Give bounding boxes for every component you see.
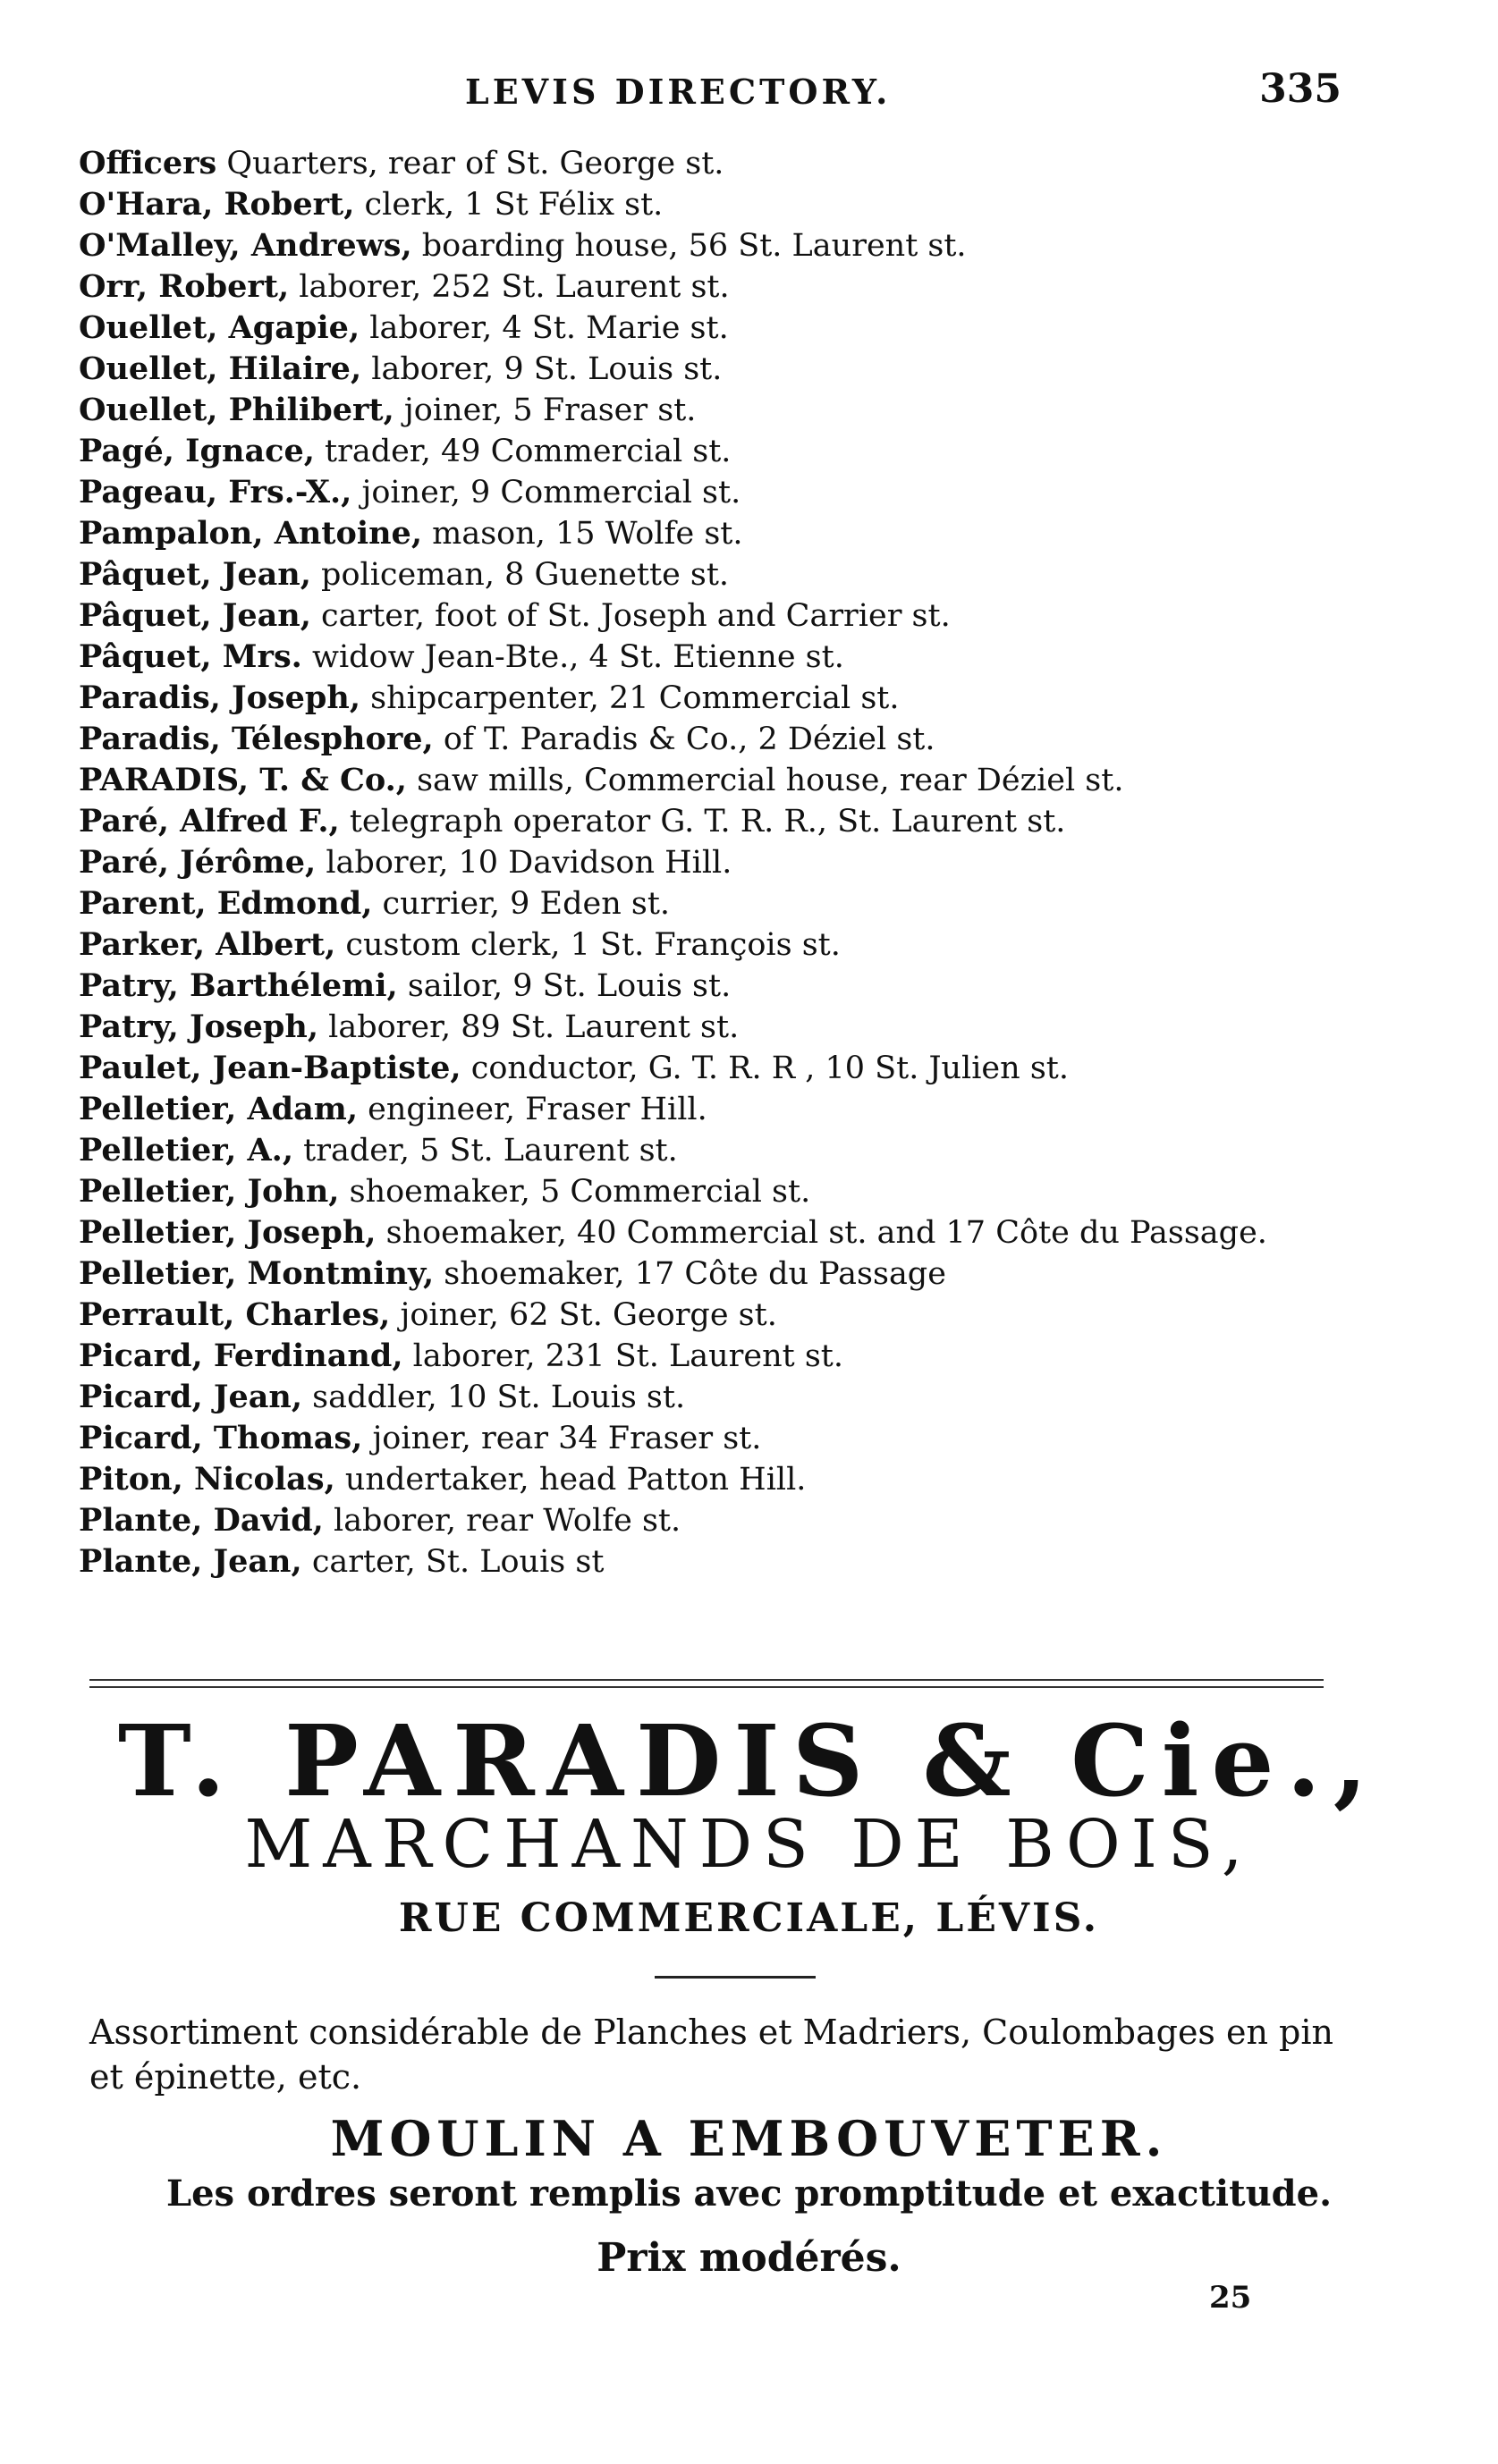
entry-name: Parker, Albert, <box>79 926 336 963</box>
entry-details: saw mills, Commercial house, rear Déziel st. <box>406 763 1124 798</box>
entry-name: Paré, Jérôme, <box>79 844 317 881</box>
entry-details: laborer, 9 St. Louis st. <box>361 351 723 387</box>
entry-name: Plante, David, <box>79 1502 324 1539</box>
entry-name: Pâquet, Jean, <box>79 556 311 593</box>
directory-entry <box>79 1336 1331 1377</box>
entry-name: Pâquet, Jean, <box>79 597 311 634</box>
directory-entry <box>79 1500 1331 1541</box>
entry-name: Picard, Jean, <box>79 1379 303 1415</box>
entry-details: undertaker, head Patton Hill. <box>334 1462 807 1498</box>
entry-details: custom clerk, 1 St. François st. <box>335 927 841 963</box>
directory-entry <box>79 719 1331 760</box>
ad-company-name: T. PARADIS & Cie., <box>117 1703 1381 1818</box>
entry-name: Ouellet, Philibert, <box>79 392 394 428</box>
ad-address: RUE COMMERCIALE, LÉVIS. <box>398 1895 1100 1941</box>
directory-entry <box>79 1377 1331 1418</box>
entry-name: Officers <box>79 145 217 181</box>
entry-details: shoemaker, 5 Commercial st. <box>339 1174 811 1210</box>
entry-name: O'Hara, Robert, <box>79 186 355 223</box>
entry-name: Pâquet, Mrs. <box>79 638 302 675</box>
page-header <box>72 66 1341 134</box>
directory-entry <box>79 637 1331 678</box>
entry-name: Pampalon, Antoine, <box>79 515 423 552</box>
entry-details: trader, 5 St. Laurent st. <box>293 1133 678 1169</box>
directory-entry <box>79 390 1331 431</box>
entry-details: carter, foot of St. Joseph and Carrier st. <box>310 598 951 634</box>
entry-details: of T. Paradis & Co., 2 Déziel st. <box>433 721 935 757</box>
directory-entry <box>79 225 1331 266</box>
directory-entry <box>79 1212 1331 1253</box>
entry-details: currier, 9 Eden st. <box>372 886 671 922</box>
entry-details: boarding house, 56 St. Laurent st. <box>411 228 967 264</box>
directory-entry <box>79 1459 1331 1500</box>
ad-description: Assortiment considérable de Planches et Madriers, Coulombages en pin et épinette, etc. <box>89 2013 1334 2097</box>
directory-entry <box>79 1418 1331 1459</box>
entry-name: Pelletier, Montminy, <box>79 1255 435 1292</box>
entry-name: Pelletier, Adam, <box>79 1091 359 1127</box>
entry-details: shipcarpenter, 21 Commercial st. <box>360 680 900 716</box>
entry-name: PARADIS, T. & Co., <box>79 762 407 798</box>
directory-entry <box>79 1007 1331 1048</box>
directory-entry <box>79 883 1331 924</box>
directory-entry <box>79 760 1331 801</box>
directory-entry <box>79 924 1331 966</box>
entry-details: joiner, 5 Fraser st. <box>394 392 697 428</box>
entry-details: joiner, rear 34 Fraser st. <box>362 1421 762 1456</box>
entry-details: telegraph operator G. T. R. R., St. Laurent st. <box>339 804 1066 840</box>
entry-details: shoemaker, 17 Côte du Passage <box>434 1256 946 1292</box>
directory-entry <box>79 143 1331 184</box>
directory-entry <box>79 431 1331 472</box>
short-rule-divider <box>655 1976 816 1979</box>
directory-entries <box>79 143 1331 1582</box>
entry-name: O'Malley, Andrews, <box>79 227 412 264</box>
entry-details: shoemaker, 40 Commercial st. and 17 Côte du Passage. <box>376 1215 1267 1251</box>
entry-details: laborer, rear Wolfe st. <box>323 1503 681 1539</box>
entry-name: Paradis, Joseph, <box>79 679 360 716</box>
directory-entry <box>79 1171 1331 1212</box>
directory-entry <box>79 349 1331 390</box>
entry-details: mason, 15 Wolfe st. <box>422 516 743 552</box>
entry-details: joiner, 62 St. George st. <box>390 1297 777 1333</box>
directory-entry <box>79 801 1331 842</box>
ad-trade: MARCHANDS DE BOIS, <box>244 1806 1254 1883</box>
entry-details: policeman, 8 Guenette st. <box>310 557 730 593</box>
entry-name: Pagé, Ignace, <box>79 433 315 469</box>
entry-name: Orr, Robert, <box>79 268 290 305</box>
entry-name: Pageau, Frs.-X., <box>79 474 352 511</box>
entry-details: conductor, G. T. R. R , 10 St. Julien st. <box>461 1051 1069 1086</box>
directory-entry <box>79 266 1331 308</box>
directory-entry <box>79 678 1331 719</box>
ad-prices: Prix modérés. <box>597 2235 901 2281</box>
entry-details: widow Jean-Bte., 4 St. Etienne st. <box>301 639 844 675</box>
directory-entry <box>79 513 1331 554</box>
entry-details: clerk, 1 St Félix st. <box>354 187 664 223</box>
entry-name: Paulet, Jean-Baptiste, <box>79 1050 461 1086</box>
directory-entry <box>79 1130 1331 1171</box>
entry-name: Patry, Barthélemi, <box>79 967 398 1004</box>
directory-entry <box>79 184 1331 225</box>
entry-details: laborer, 231 St. Laurent st. <box>402 1338 843 1374</box>
ad-mill: MOULIN A EMBOUVETER. <box>330 2110 1168 2167</box>
directory-entry <box>79 1089 1331 1130</box>
entry-name: Paré, Alfred F., <box>79 803 340 840</box>
directory-entry <box>79 308 1331 349</box>
directory-entry <box>79 554 1331 595</box>
entry-name: Picard, Thomas, <box>79 1420 363 1456</box>
directory-entry <box>79 1541 1331 1582</box>
entry-details: joiner, 9 Commercial st. <box>351 475 741 511</box>
entry-details: laborer, 10 Davidson Hill. <box>316 845 732 881</box>
entry-details: laborer, 89 St. Laurent st. <box>318 1009 740 1045</box>
entry-details: laborer, 252 St. Laurent st. <box>289 269 730 305</box>
entry-details: sailor, 9 St. Louis st. <box>397 968 732 1004</box>
entry-details: Quarters, rear of St. George st. <box>216 146 724 181</box>
entry-name: Plante, Jean, <box>79 1543 302 1580</box>
entry-name: Pelletier, Joseph, <box>79 1214 377 1251</box>
entry-details: trader, 49 Commercial st. <box>314 434 732 469</box>
directory-entry <box>79 472 1331 513</box>
entry-name: Ouellet, Agapie, <box>79 309 360 346</box>
entry-name: Picard, Ferdinand, <box>79 1337 403 1374</box>
running-title: LEVIS DIRECTORY. <box>465 72 892 112</box>
directory-entry <box>79 595 1331 637</box>
entry-details: engineer, Fraser Hill. <box>358 1092 707 1127</box>
directory-entry <box>79 966 1331 1007</box>
directory-entry <box>79 842 1331 883</box>
directory-entry <box>79 1048 1331 1089</box>
directory-entry <box>79 1295 1331 1336</box>
entry-name: Paradis, Télesphore, <box>79 721 434 757</box>
ad-orders: Les ordres seront remplis avec promptitude et exactitude. <box>165 2173 1333 2215</box>
double-rule-divider <box>89 1679 1324 1688</box>
entry-name: Perrault, Charles, <box>79 1296 391 1333</box>
entry-name: Pelletier, A., <box>79 1132 294 1169</box>
signature-mark: 25 <box>1209 2280 1252 2316</box>
directory-entry <box>79 1253 1331 1295</box>
entry-details: laborer, 4 St. Marie st. <box>360 310 729 346</box>
entry-name: Ouellet, Hilaire, <box>79 350 362 387</box>
entry-details: carter, St. Louis st <box>301 1544 605 1580</box>
entry-name: Piton, Nicolas, <box>79 1461 335 1498</box>
page-number: 335 <box>1259 66 1341 112</box>
entry-name: Parent, Edmond, <box>79 885 373 922</box>
entry-name: Pelletier, John, <box>79 1173 340 1210</box>
entry-details: saddler, 10 St. Louis st. <box>302 1380 686 1415</box>
entry-name: Patry, Joseph, <box>79 1008 319 1045</box>
